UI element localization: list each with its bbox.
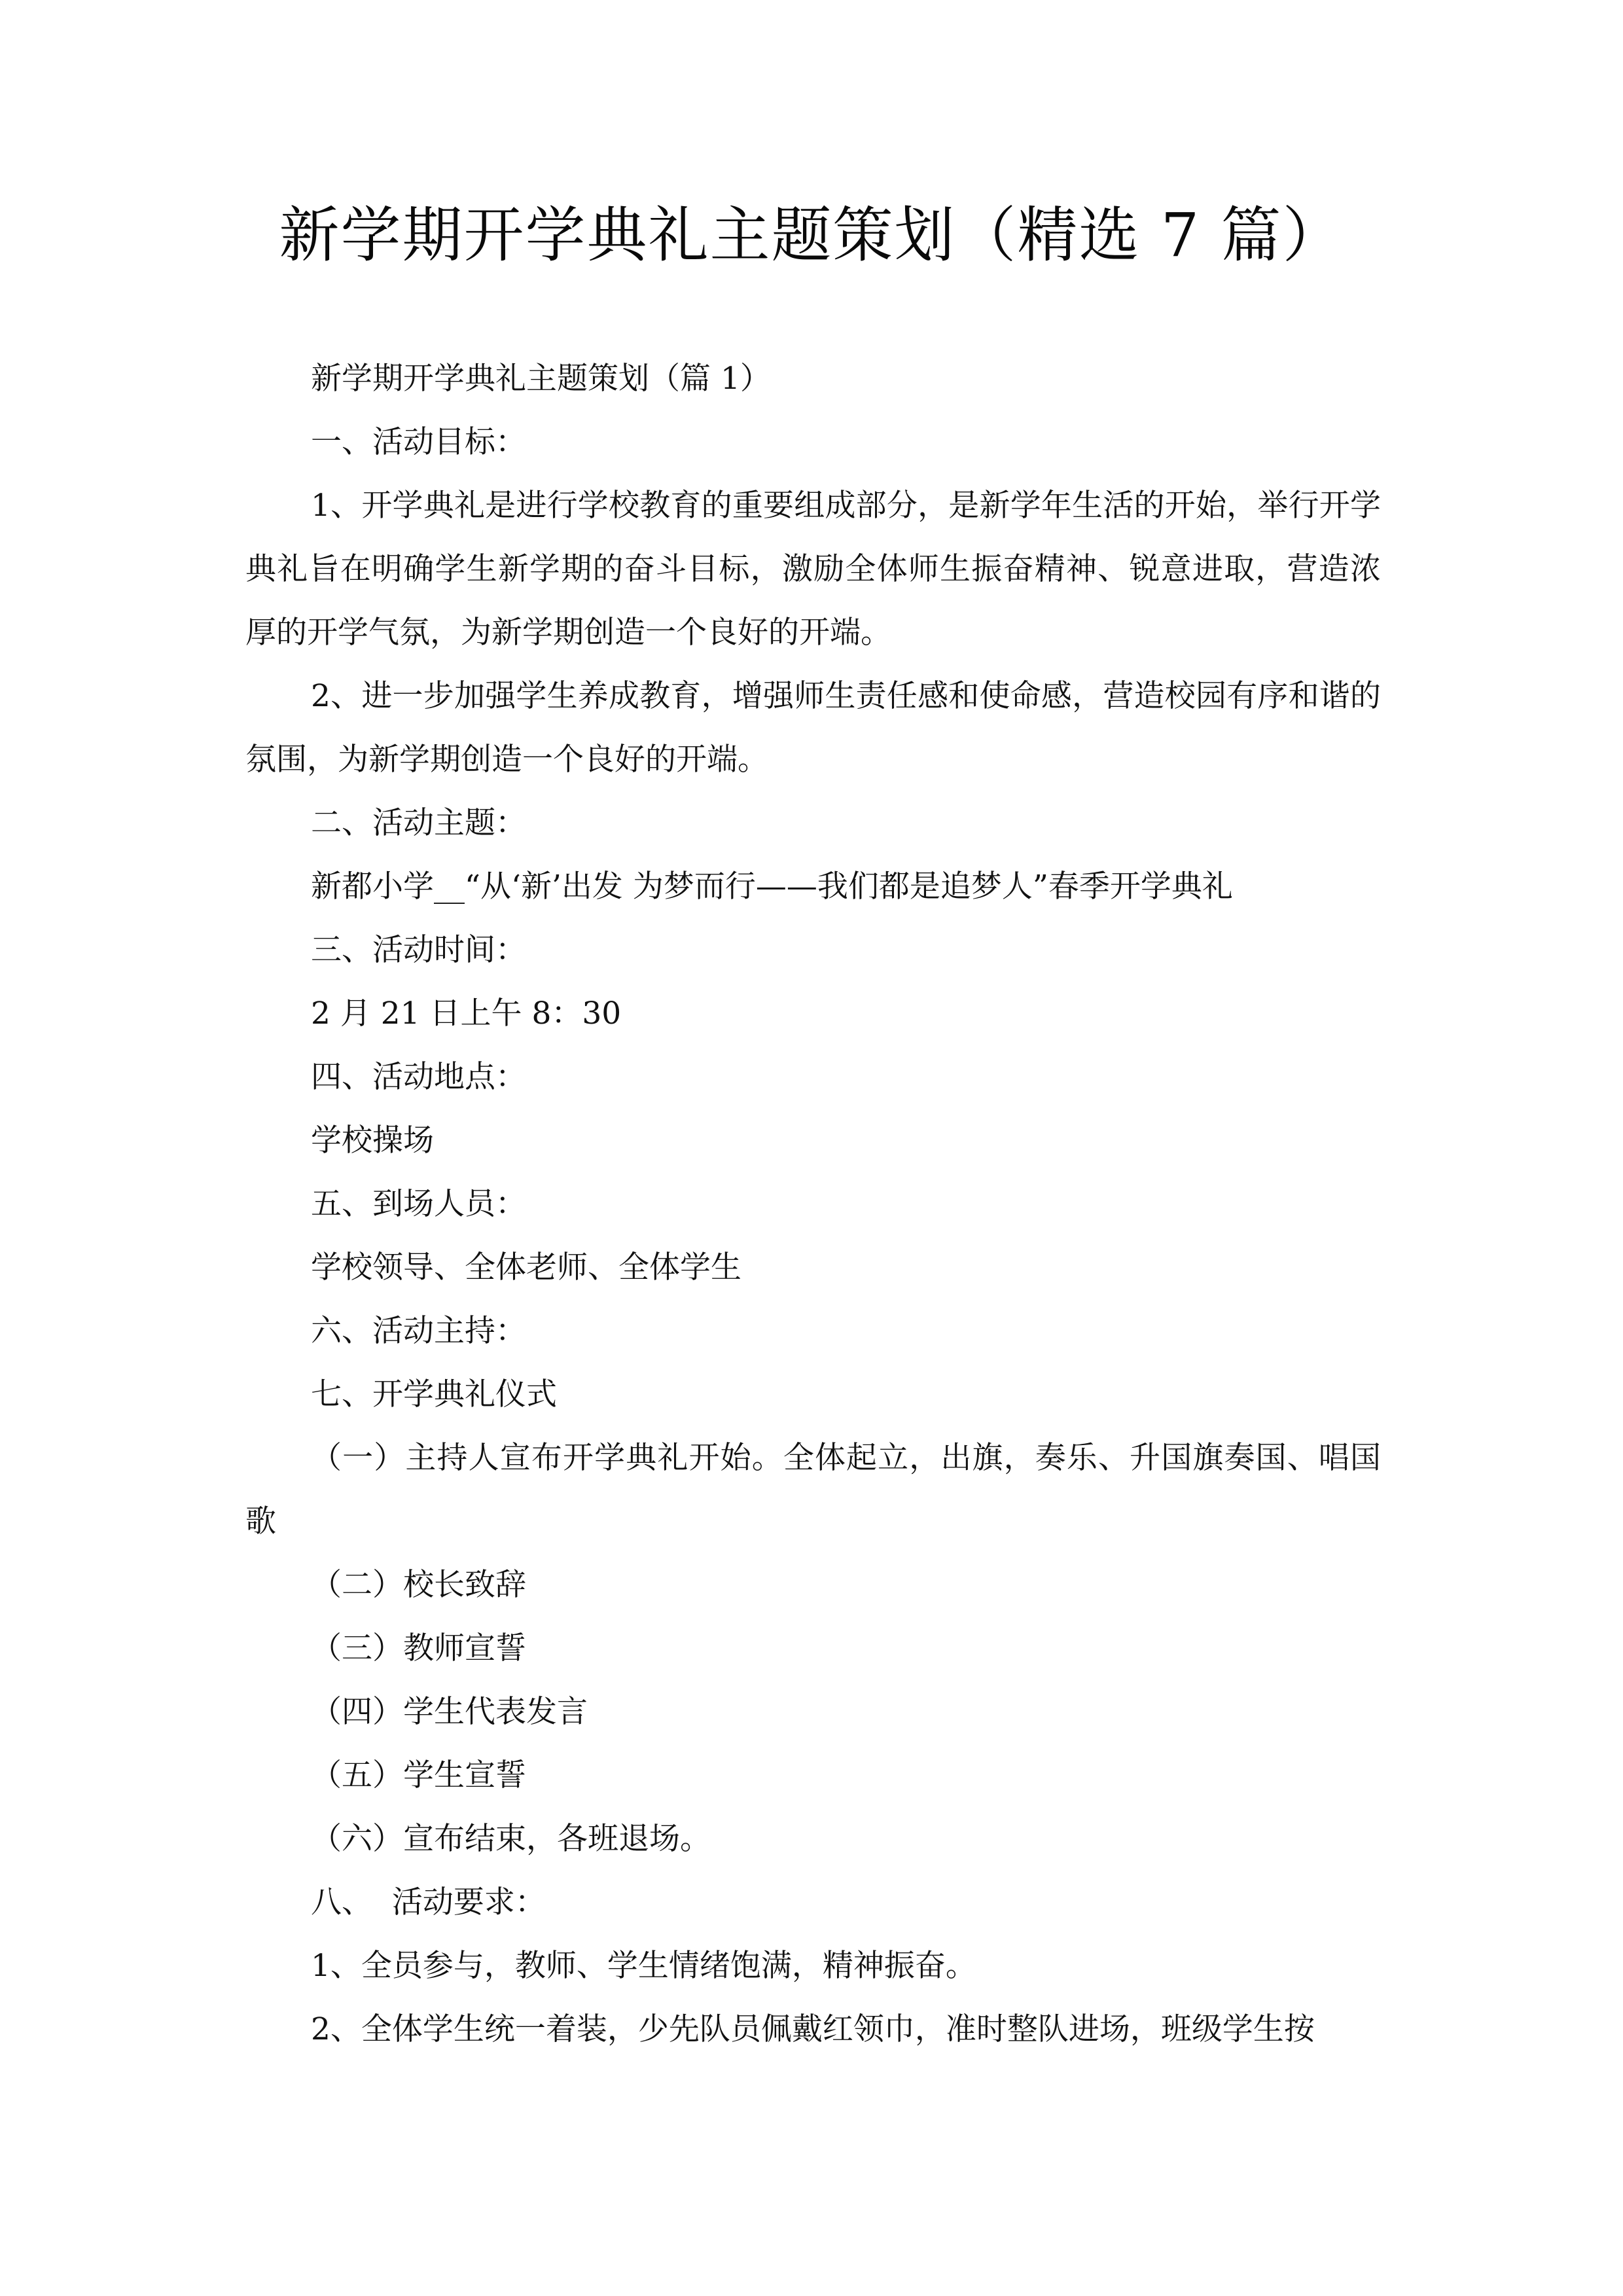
- heading-activity-location: 四、活动地点：: [311, 1059, 526, 1095]
- ceremony-step-3: （三）教师宣誓: [311, 1630, 526, 1666]
- paragraph-goal-2: 2、进一步加强学生养成教育，增强师生责任感和使命感，营造校园有序和谐的氛围，为新学期创造一个良好的开端。: [245, 678, 1381, 778]
- paragraph-time: 2 月 21 日上午 8：30: [311, 996, 622, 1031]
- heading-requirements: 八、 活动要求：: [311, 1884, 546, 1920]
- paragraph-theme: 新都小学__“从‘新’出发 为梦而行——我们都是追梦人”春季开学典礼: [311, 869, 1233, 905]
- heading-attendees: 五、到场人员：: [311, 1186, 526, 1222]
- ceremony-step-4: （四）学生代表发言: [311, 1694, 588, 1730]
- ceremony-step-5: （五）学生宣誓: [311, 1757, 526, 1793]
- ceremony-step-2: （二）校长致辞: [311, 1567, 526, 1603]
- document-body: [245, 347, 1381, 2061]
- heading-activity-time: 三、活动时间：: [311, 932, 526, 968]
- paragraph-requirement-1: 1、全员参与，教师、学生情绪饱满，精神振奋。: [311, 1948, 976, 1984]
- paragraph-location: 学校操场: [311, 1122, 434, 1158]
- heading-activity-goals: 一、活动目标：: [311, 424, 526, 460]
- paragraph-requirement-2: 2、全体学生统一着装，少先队员佩戴红领巾，准时整队进场，班级学生按: [311, 2011, 1315, 2047]
- paragraph-goal-1: 1、开学典礼是进行学校教育的重要组成部分，是新学年生活的开始，举行开学典礼旨在明确学生新学期的奋斗目标，激励全体师生振奋精神、锐意进取，营造浓厚的开学气氛，为新学期创造一个良好的开端。: [245, 488, 1381, 651]
- section-heading: 新学期开学典礼主题策划（篇 1）: [311, 361, 771, 397]
- ceremony-step-6: （六）宣布结束，各班退场。: [311, 1821, 711, 1857]
- heading-activity-theme: 二、活动主题：: [311, 805, 526, 841]
- heading-ceremony: 七、开学典礼仪式: [311, 1376, 557, 1412]
- document-title: 新学期开学典礼主题策划（精选 7 篇）: [279, 200, 1344, 270]
- heading-host: 六、活动主持：: [311, 1313, 526, 1349]
- ceremony-step-1: （一）主持人宣布开学典礼开始。全体起立，出旗，奏乐、升国旗奏国、唱国歌: [245, 1440, 1381, 1539]
- paragraph-attendees: 学校领导、全体老师、全体学生: [311, 1249, 741, 1285]
